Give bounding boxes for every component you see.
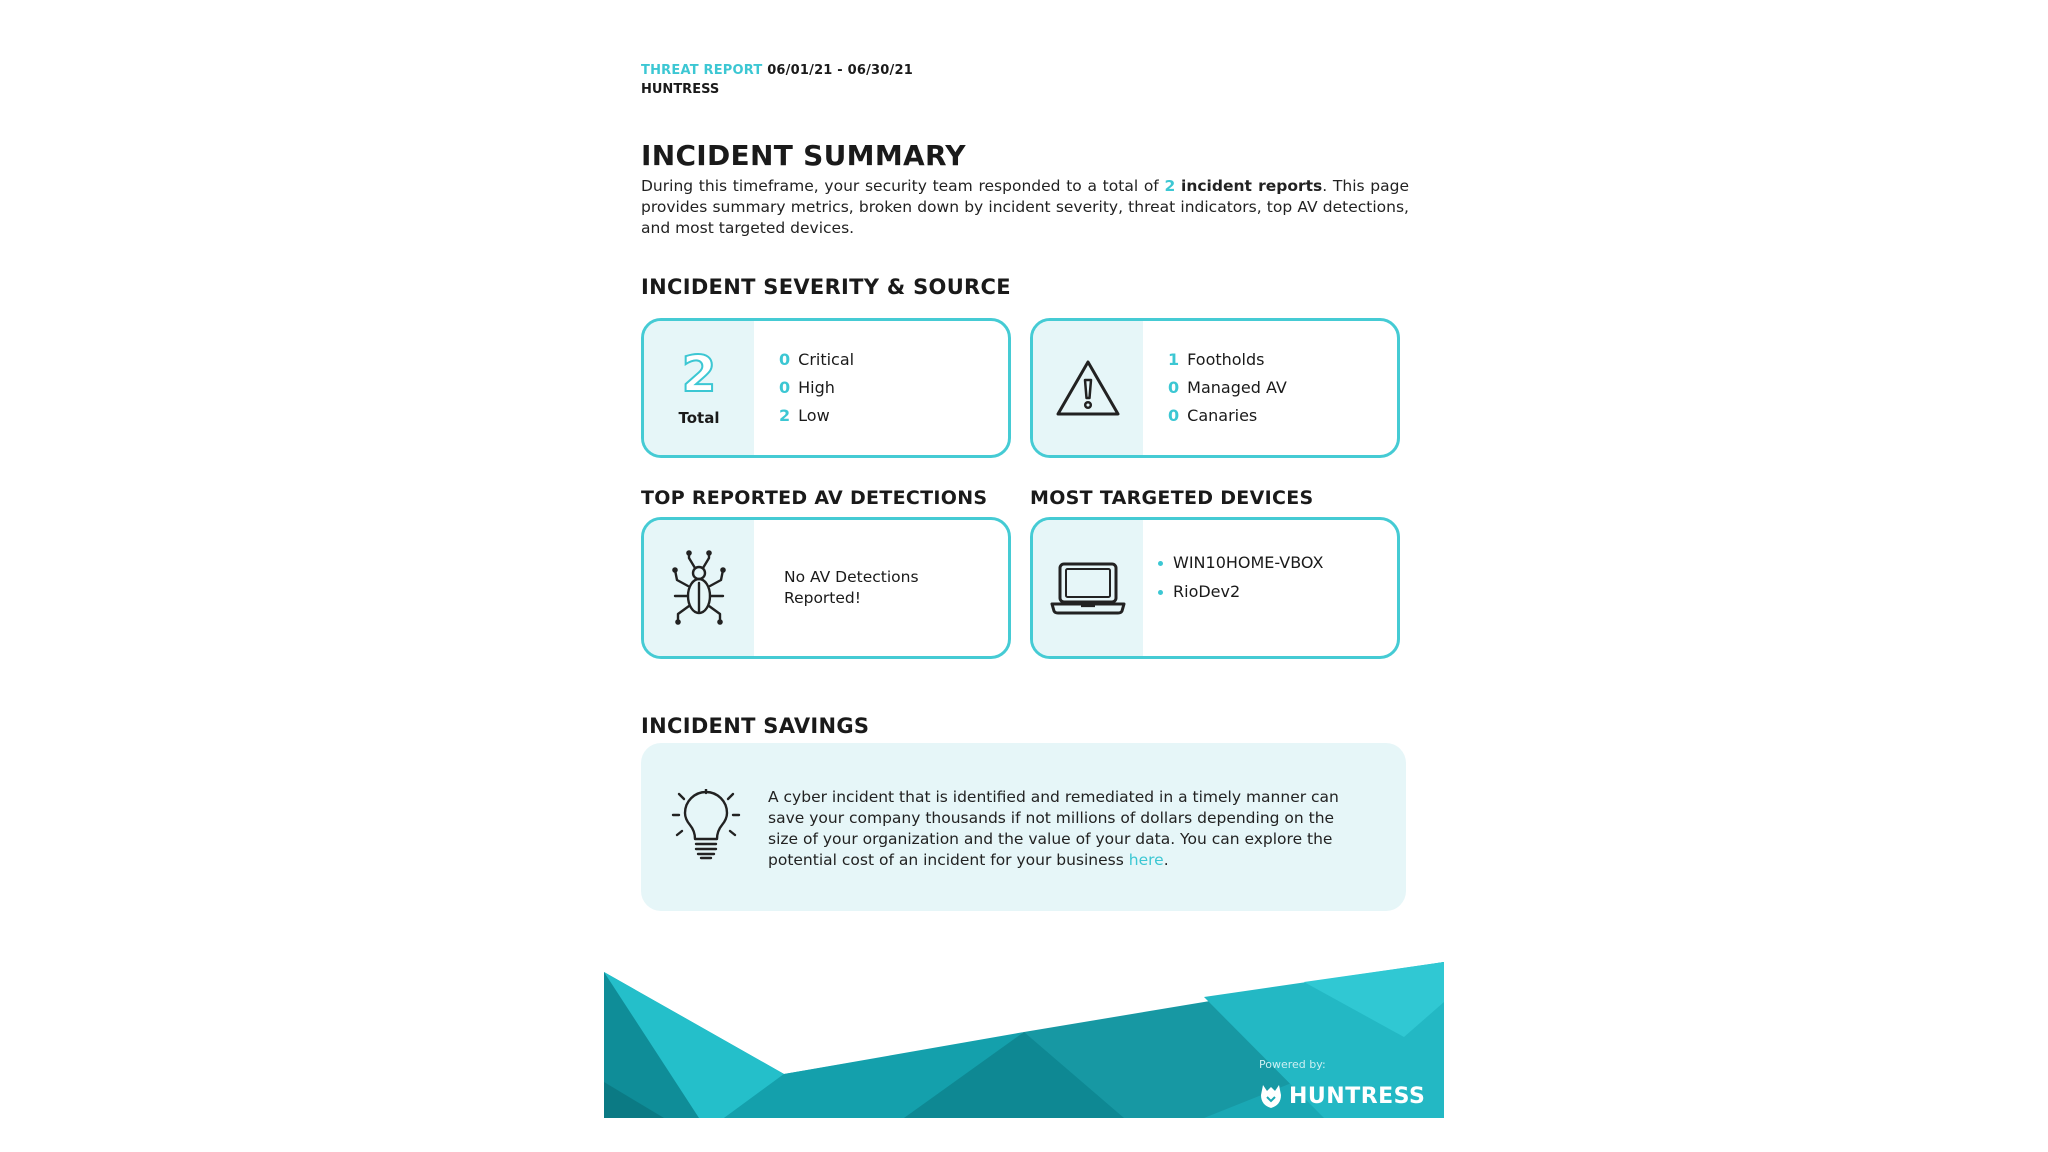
source-count: 0 [1168, 406, 1180, 425]
incident-summary-intro [641, 176, 1409, 239]
savings-panel [641, 743, 1406, 911]
footer-brand [1259, 1083, 1425, 1109]
report-label: THREAT REPORT [641, 63, 763, 78]
av-content [784, 520, 984, 656]
savings-body: A cyber incident that is identified and remediated in a timely manner can save your company thousands if not millions of dollars depending on the size of your organization and the value of your data. You can explore the potential cost of an incident for your business [768, 788, 1339, 869]
devices-card [1030, 517, 1400, 659]
source-footholds [1168, 346, 1287, 374]
severity-list [779, 321, 854, 455]
total-panel [644, 321, 754, 455]
footer-brand-name: HUNTRESS [1289, 1083, 1426, 1109]
source-label: Footholds [1187, 350, 1265, 369]
source-count: 0 [1168, 378, 1180, 397]
severity-card [641, 318, 1011, 458]
severity-count: 0 [779, 378, 791, 397]
report-company: HUNTRESS [641, 82, 720, 97]
av-icon-panel [644, 520, 754, 656]
source-label: Canaries [1187, 406, 1258, 425]
source-icon-panel [1033, 321, 1143, 455]
threat-report-page [604, 0, 1444, 1118]
device-item [1158, 577, 1323, 606]
severity-section-title: INCIDENT SEVERITY & SOURCE [641, 275, 1011, 299]
huntress-logo-icon [1259, 1083, 1283, 1109]
report-header [641, 63, 913, 78]
severity-count: 0 [779, 350, 791, 369]
source-card [1030, 318, 1400, 458]
av-message: No AV Detections Reported! [784, 568, 919, 607]
savings-period: . [1163, 851, 1169, 869]
lightbulb-icon [671, 789, 741, 865]
bullet-dot [1158, 561, 1163, 566]
severity-count: 2 [779, 406, 791, 425]
warning-triangle-icon [1055, 358, 1121, 418]
report-date-range: 06/01/21 - 06/30/21 [767, 63, 913, 78]
devices-icon-panel [1033, 520, 1143, 656]
savings-text [768, 787, 1358, 871]
device-name: RioDev2 [1173, 582, 1241, 601]
source-list [1168, 321, 1287, 455]
total-value: 2 [681, 345, 717, 403]
source-label: Managed AV [1187, 378, 1287, 397]
severity-label: Critical [798, 350, 855, 369]
incident-summary-title: INCIDENT SUMMARY [641, 139, 966, 172]
intro-incident-count: 2 [1164, 177, 1176, 195]
powered-by-label: Powered by: [1259, 1058, 1326, 1071]
intro-bold-text: incident reports [1181, 177, 1323, 195]
device-item [1158, 548, 1323, 577]
severity-label: High [798, 378, 835, 397]
intro-text-end: . This page provides summary metrics, broken down by incident severity, threat indicators, top AV detections, and most targeted devices. [641, 177, 1409, 237]
savings-section-title: INCIDENT SAVINGS [641, 714, 870, 738]
total-label: Total [678, 409, 720, 427]
bullet-dot [1158, 590, 1163, 595]
source-canaries [1168, 402, 1287, 430]
intro-text-start: During this timeframe, your security team responded to a total of [641, 177, 1165, 195]
severity-high [779, 374, 854, 402]
av-section-title: TOP REPORTED AV DETECTIONS [641, 487, 988, 509]
laptop-icon [1048, 558, 1128, 618]
severity-critical [779, 346, 854, 374]
device-name: WIN10HOME-VBOX [1173, 553, 1324, 572]
savings-here-link[interactable]: here [1128, 851, 1164, 869]
severity-label: Low [798, 406, 830, 425]
source-managed-av [1168, 374, 1287, 402]
bug-icon [669, 550, 729, 626]
devices-list [1158, 520, 1323, 656]
av-card [641, 517, 1011, 659]
severity-low [779, 402, 854, 430]
devices-section-title: MOST TARGETED DEVICES [1030, 487, 1314, 509]
source-count: 1 [1168, 350, 1180, 369]
